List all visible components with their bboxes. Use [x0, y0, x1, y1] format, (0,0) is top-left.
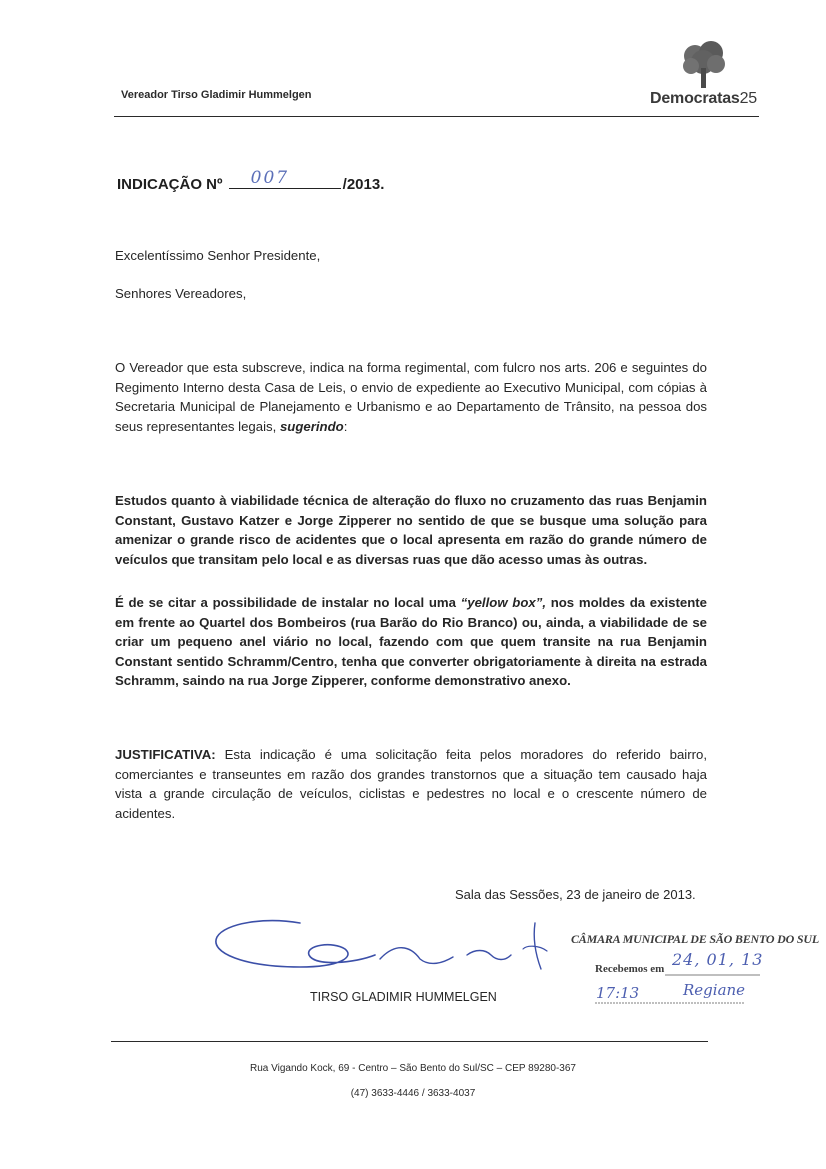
proposal-2-before: É de se citar a possibilidade de instalar no local uma	[115, 595, 461, 610]
proposal-paragraph-1: Estudos quanto à viabilidade técnica de alteração do fluxo no cruzamento das ruas Benjamin Constant, Gustavo Katzer e Jorge Zipperer no sentido de que se busque uma solução para amenizar o grande risco de acidentes que o local apresenta em razão do grande número de veículos que transitam pelo local e as diversas ruas que dão acesso umas às outras.	[115, 493, 707, 567]
proposal-2-after: nos moldes da existente em frente ao Quartel dos Bombeiros (rua Barão do Rio Branco) ou, ainda, a viabilidade de se criar um pequeno anel viário no local, fazendo com que quem transite na rua Benjamin Constant sentido Schramm/Centro, tenha que converter obrigatoriamente à direita na estrada Schramm, saindo na rua Jorge Zipperer, conforme demonstrativo anexo.	[115, 595, 707, 689]
header-author: Vereador Tirso Gladimir Hummelgen	[121, 89, 312, 101]
intro-emphasis: sugerindo	[279, 418, 344, 434]
intro-paragraph	[115, 358, 707, 436]
justification-text: Esta indicação é uma solicitação feita pelos moradores do referido bairro, comerciantes e transeuntes em razão dos grandes transtornos que a situação tem causado haja vista a grande circulação de veículos, ciclistas e pedestres no local e o crescente número de acidentes.	[115, 747, 707, 821]
stamp-institution: CÂMARA MUNICIPAL DE SÃO BENTO DO SUL	[571, 932, 819, 946]
intro-end: :	[343, 418, 348, 434]
logo-number: 25	[739, 90, 758, 107]
justification-paragraph	[115, 745, 707, 823]
handwritten-number: 007	[250, 168, 290, 188]
document-title	[117, 168, 385, 193]
logo-name: Democratas	[650, 90, 740, 107]
title-suffix: /2013.	[342, 176, 385, 193]
stamp-receiver-signature: Regiane	[683, 981, 746, 999]
justification-label: JUSTIFICATIVA:	[115, 747, 216, 762]
intro-text: O Vereador que esta subscreve, indica na forma regimental, com fulcro nos arts. 206 e seguintes do Regimento Interno desta Casa de Leis, o envio de expediente ao Executivo Municipal, com cópias à Secretaria Municipal de Planejamento e Urbanismo e ao Departamento de Trânsito, na pessoa dos seus representantes legais,	[115, 360, 707, 434]
stamp-received-label: Recebemos em	[595, 963, 665, 975]
proposal-paragraph-2	[115, 593, 707, 691]
party-logo	[648, 40, 764, 112]
footer-address: Rua Vigando Kock, 69 - Centro – São Bento do Sul/SC – CEP 89280-367	[250, 1063, 576, 1074]
header-divider	[114, 116, 759, 117]
tree-icon	[678, 40, 730, 88]
stamp-received-date: 24, 01, 13	[672, 950, 764, 969]
number-blank	[229, 168, 341, 189]
place-and-date: Sala das Sessões, 23 de janeiro de 2013.	[455, 887, 696, 902]
footer-divider	[111, 1041, 708, 1042]
yellow-box-quote: “yellow box”,	[460, 595, 546, 610]
logo-wordmark	[650, 90, 757, 108]
salutation-line-2: Senhores Vereadores,	[115, 286, 247, 301]
signer-name: TIRSO GLADIMIR HUMMELGEN	[310, 990, 497, 1004]
title-prefix: INDICAÇÃO Nº	[117, 176, 223, 193]
handwritten-signature	[205, 905, 565, 985]
footer-phones: (47) 3633-4446 / 3633-4037	[350, 1088, 476, 1099]
stamp-time: 17:13	[596, 984, 640, 1002]
salutation-line-1: Excelentíssimo Senhor Presidente,	[115, 248, 321, 263]
